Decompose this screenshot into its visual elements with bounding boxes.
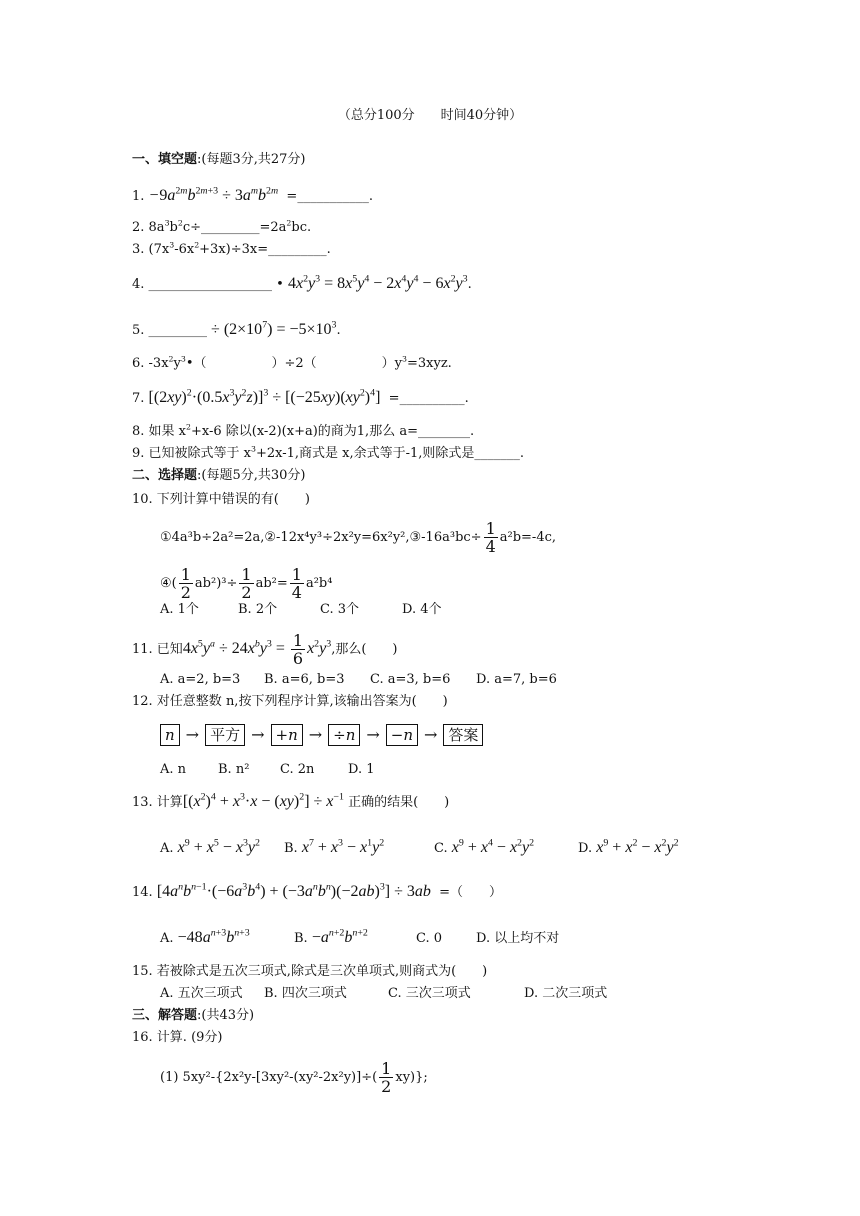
question-14: 14. $[4a^nb^{n-1}\cdot(-6a^3b^4) + (-3a^nb^n)(-2ab)^3] \div 3ab$ =（ ） bbox=[132, 881, 503, 900]
question-16-part-1: (1) 5xy²-{2x²y-[3xy²-(xy²-2x²y)]÷( $\frac{1}{2}$ xy)}; bbox=[160, 1059, 428, 1096]
question-7: 7. $[(2xy)^2\cdot(0.5x^3y^2z)]^3 \div [(-25xy)(xy^2)^4]$ =__________. bbox=[132, 387, 469, 406]
arrow-icon: → bbox=[185, 725, 200, 744]
flow-box-plus-n: +n bbox=[271, 724, 303, 746]
question-4: 4. ___________________ • $4x^2y^3 = 8x^5y^4 - 2x^4y^4 - 6x^2y^3$. bbox=[132, 273, 472, 292]
flow-box-answer: 答案 bbox=[443, 724, 483, 746]
question-15-stem: 15. 若被除式是五次三项式,除式是三次单项式,则商式为( ) bbox=[132, 964, 488, 979]
question-10-item-4: ④( $\frac{1}{2}$ ab²)³÷ $\frac{1}{2}$ ab²= $\frac{1}{4}$ a²b⁴ bbox=[160, 565, 333, 602]
question-13-options: A. $x^9 + x^5 - x^3y^2$ B. $x^7 + x^3 - x^1y^2$ C. $x^9 + x^4 - x^2y^2$ D. $x^9 + x^2 - x^2y^2$ bbox=[160, 837, 679, 856]
fraction-one-quarter: $\frac{1}{4}$ bbox=[485, 519, 496, 556]
option-b: B. 2个 bbox=[238, 602, 278, 617]
question-9: 9. 已知被除式等于 $x^3+2x-1$,商式是 x,余式等于-1,则除式是_______. bbox=[132, 444, 525, 461]
arrow-icon: → bbox=[251, 725, 265, 744]
question-2: 2. $8a^3b^2c\div\_\_\_\_\_\_\_\_\_=2a^2bc$. bbox=[132, 218, 312, 235]
question-8: 8. 如果 $x^2+x-6$ 除以(x-2)(x+a)的商为1,那么 a=________. bbox=[132, 422, 475, 439]
question-16-stem: 16. 计算. (9分) bbox=[132, 1030, 223, 1045]
flow-box-square: 平方 bbox=[205, 724, 245, 746]
section-3-heading: 三、解答题:(共43分) bbox=[132, 1008, 255, 1023]
question-11: 11. 已知$4x^5y^a \div 24x^by^3$ = $\frac{1}{6}$ $x^2y^3$,那么( ) bbox=[132, 631, 398, 668]
program-flowchart bbox=[160, 724, 483, 746]
question-10-items-1-3: ①4a³b÷2a²=2a,②-12x⁴y³÷2x²y=6x²y²,③-16a³bc÷ $\frac{1}{4}$ a²b=-4c, bbox=[160, 519, 557, 556]
option-c: C. 3个 bbox=[320, 602, 360, 617]
flow-box-divide-n: ÷n bbox=[328, 724, 360, 746]
question-10-options bbox=[160, 600, 442, 620]
question-3: 3. $(7x^3-6x^2+3x)\div 3x=\_\_\_\_\_\_\_\_\_$. bbox=[132, 240, 331, 257]
arrow-icon: → bbox=[308, 725, 323, 744]
flow-box-n: n bbox=[160, 724, 180, 746]
arrow-icon: → bbox=[366, 725, 380, 744]
question-10-stem: 10. 下列计算中错误的有( ) bbox=[132, 492, 310, 507]
option-a: A. 1个 bbox=[160, 602, 199, 617]
question-11-options: A. a=2, b=3 B. a=6, b=3 C. a=3, b=6 D. a=7, b=6 bbox=[160, 672, 557, 687]
question-5: 5. _________ ÷ $(2\times 10^7) = -5\times 10^3$. bbox=[132, 319, 341, 338]
question-12-stem: 12. 对任意整数 n,按下列程序计算,该输出答案为( ) bbox=[132, 694, 448, 709]
question-12-options: A. n B. n² C. 2n D. 1 bbox=[160, 762, 375, 777]
question-6: 6. $-3x^2y^3•$（ ）÷2（ ）$y^3=3xyz$. bbox=[132, 354, 452, 371]
question-14-options: A. $-48a^{n+3}b^{n+3}$ B. $-a^{n+2}b^{n+2}$ C. 0 D. 以上均不对 bbox=[160, 927, 560, 946]
question-13: 13. 计算$[(x^2)^4 + x^3\cdot x - (xy)^2] \div x^{-1}$ 正确的结果( ) bbox=[132, 791, 450, 810]
question-15-options: A. 五次三项式 B. 四次三项式 C. 三次三项式 D. 二次三项式 bbox=[160, 986, 608, 1001]
section-1-heading: 一、填空题:(每题3分,共27分) bbox=[132, 152, 306, 167]
exam-info: （总分100分 时间40分钟） bbox=[337, 108, 523, 123]
flow-box-minus-n: −n bbox=[386, 724, 418, 746]
question-1: 1. $-9a^{2m}b^{2m+3} \div 3a^mb^{2m}$ =___________. bbox=[132, 185, 373, 204]
option-d: D. 4个 bbox=[402, 602, 442, 617]
arrow-icon: → bbox=[424, 725, 438, 744]
section-2-heading: 二、选择题:(每题5分,共30分) bbox=[132, 468, 306, 483]
